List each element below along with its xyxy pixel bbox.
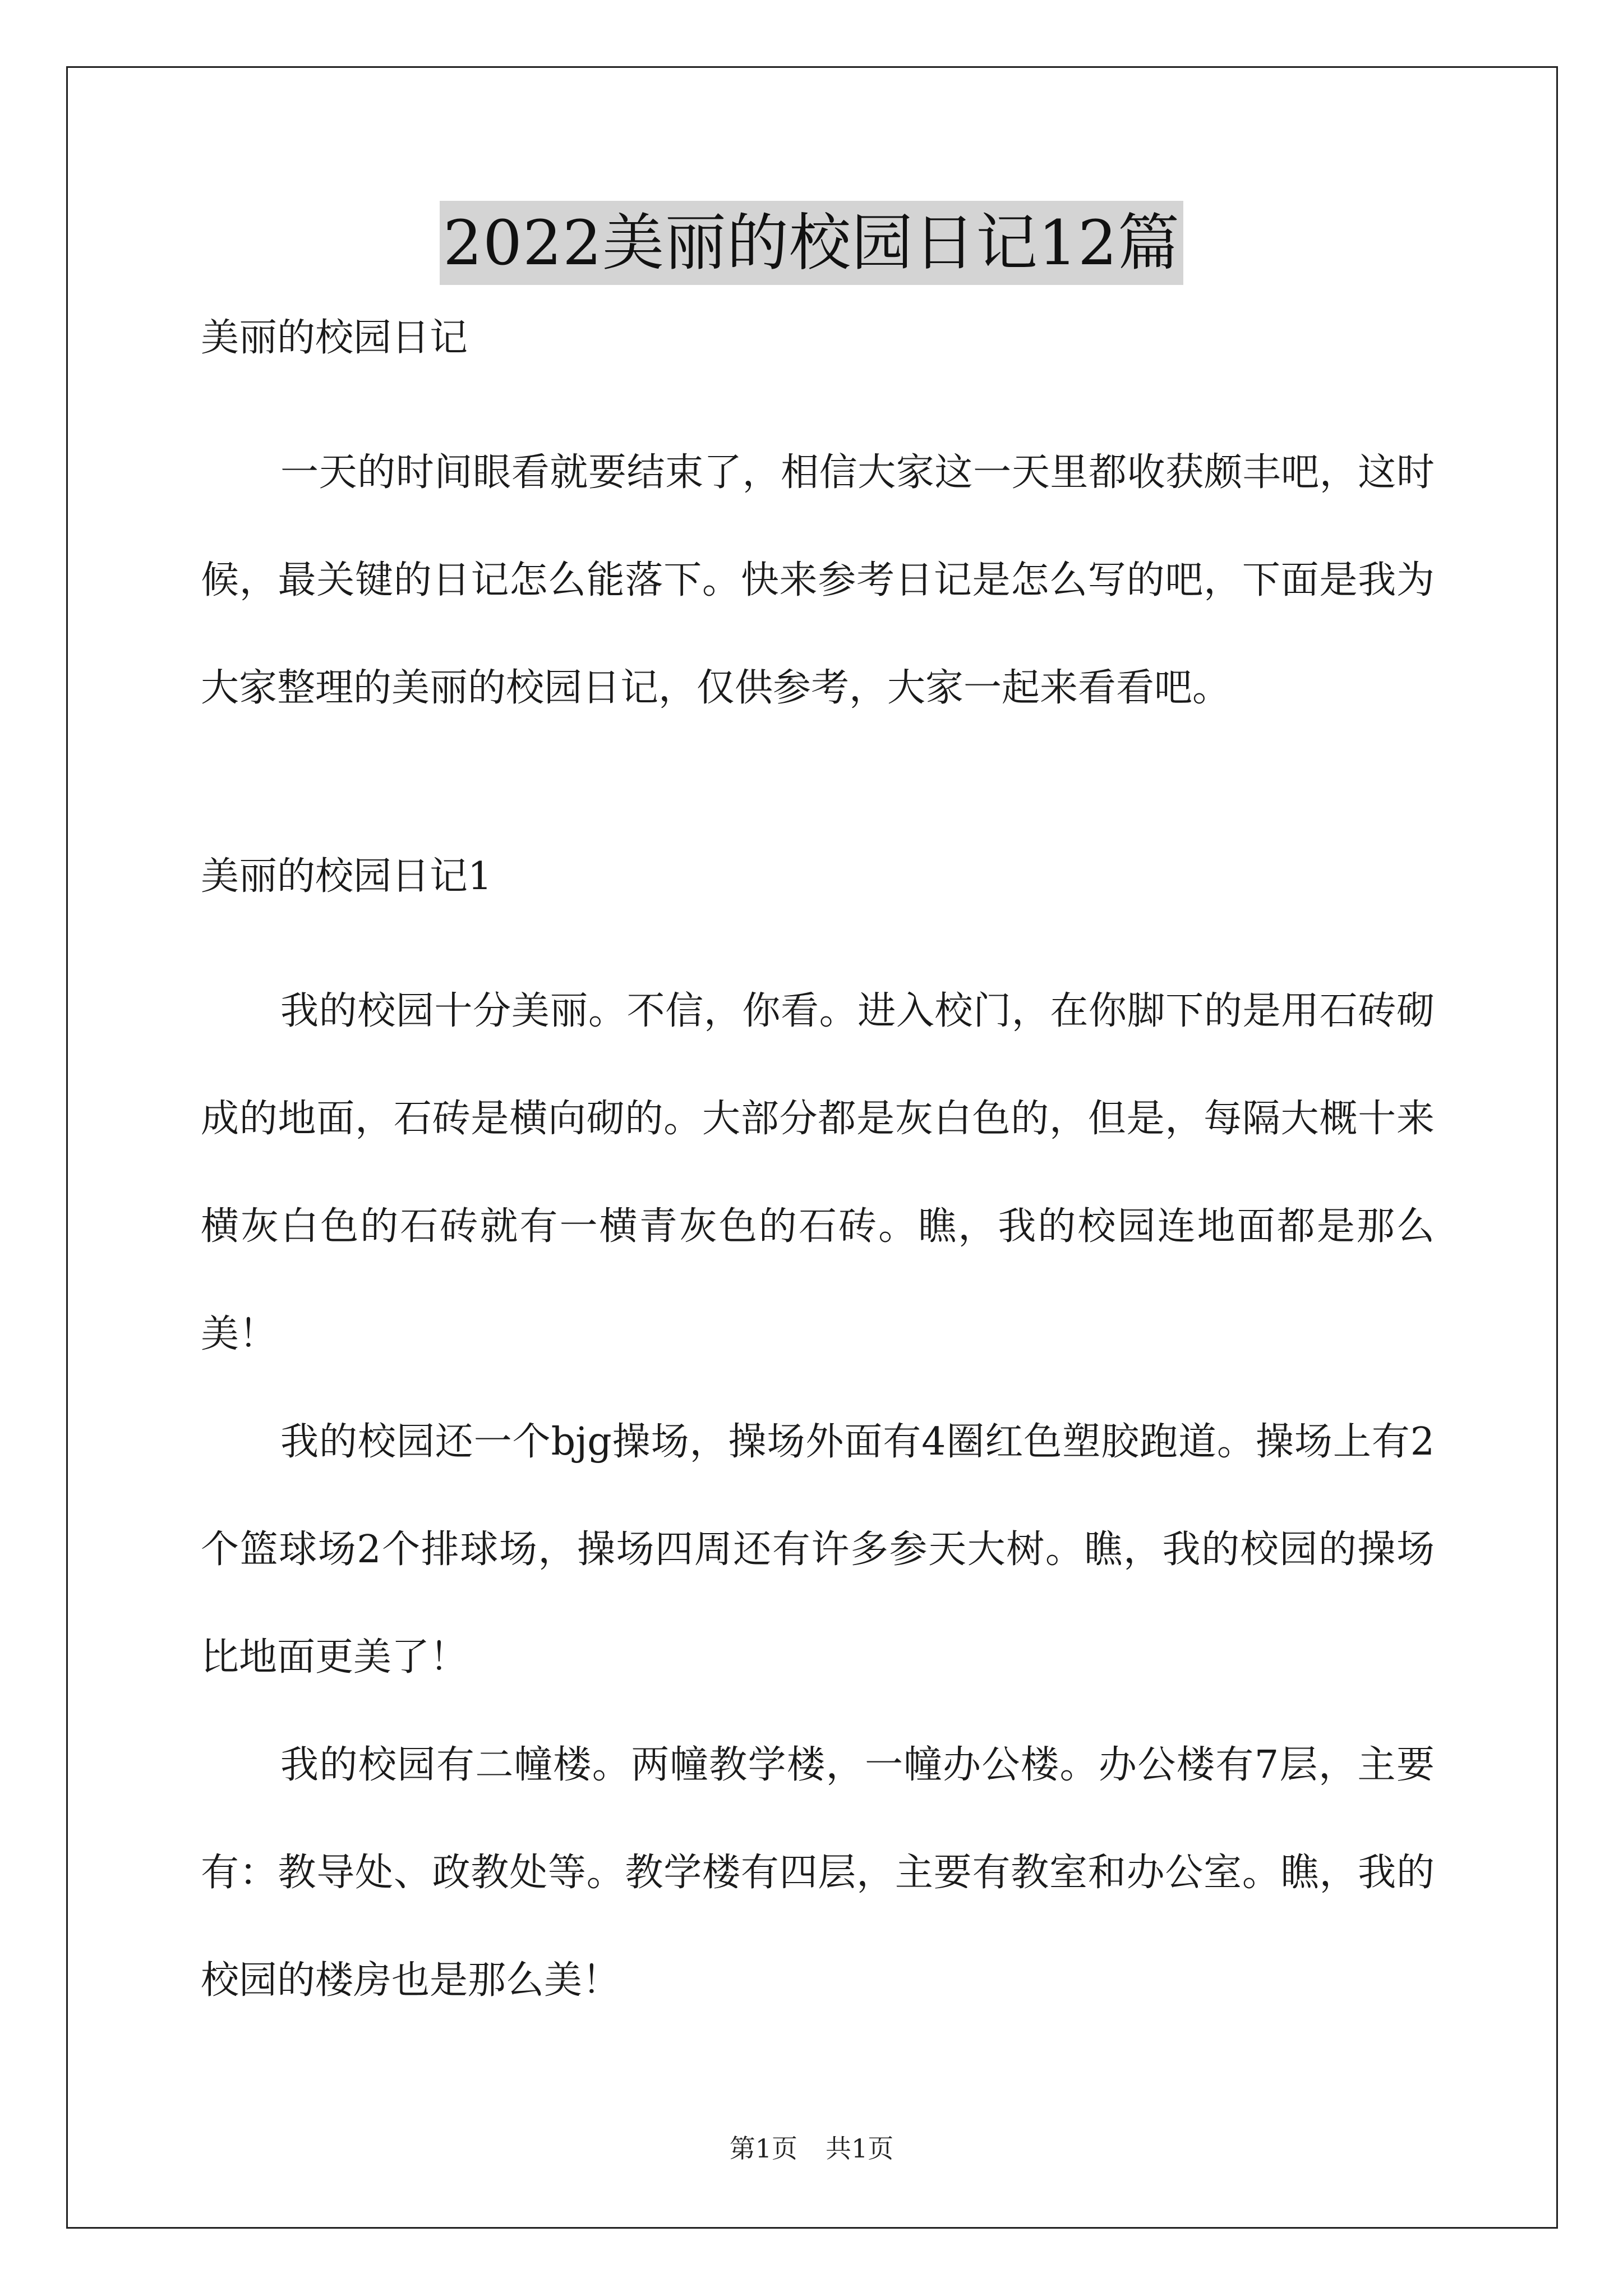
section1-heading: 美丽的校园日记1 [201,854,492,899]
section1-paragraph-3: 我的校园有二幢楼。两幢教学楼，一幢办公楼。办公楼有7层，主要有：教导处、政教处等。教学楼有四层，主要有教室和办公室。瞧，我的校园的楼房也是那么美！ [201,1743,1435,2003]
intro-heading: 美丽的校园日记 [201,316,468,360]
section-spacer [201,742,1435,850]
section1-paragraph-2: 我的校园还一个bjg操场，操场外面有4圈红色塑胶跑道。操场上有2个篮球场2个排球场，操场四周还有许多参天大树。瞧，我的校园的操场比地面更美了！ [201,1420,1435,1680]
section1-paragraph-1: 我的校园十分美丽。不信，你看。进入校门，在你脚下的是用石砖砌成的地面，石砖是横向砌的。大部分都是灰白色的，但是，每隔大概十来横灰白色的石砖就有一横青灰色的石砖。瞧，我的校园连地面都是那么美！ [201,989,1435,1356]
page-footer [0,2132,1623,2165]
intro-paragraph: 一天的时间眼看就要结束了，相信大家这一天里都收获颇丰吧，这时候，最关键的日记怎么能落下。快来参考日记是怎么写的吧，下面是我为大家整理的美丽的校园日记，仅供参考，大家一起来看看吧。 [201,450,1435,710]
page-number: 第1页 [729,2133,797,2164]
document-body [201,311,1435,2035]
title-container [0,201,1623,285]
document-title: 2022美丽的校园日记12篇 [440,201,1183,285]
page-total: 共1页 [826,2133,894,2164]
